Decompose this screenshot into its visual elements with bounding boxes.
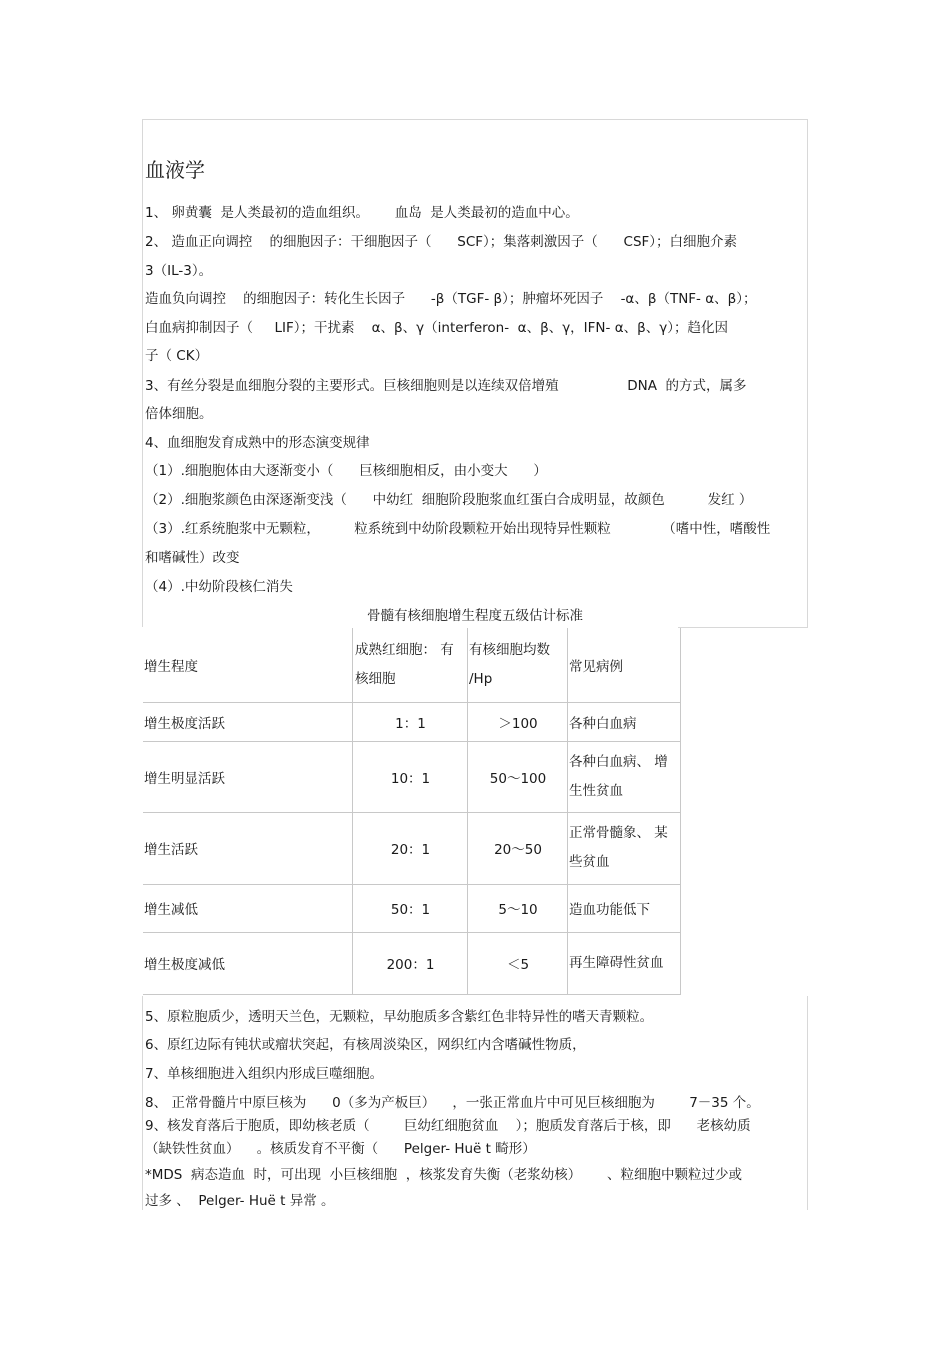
text-line: （缺铁性贫血） 。核质发育不平衡（ Pelger- Huё t 畸形）	[145, 1141, 536, 1157]
table-row	[143, 812, 681, 884]
table-row	[143, 741, 681, 812]
table-cell: ＞100	[468, 702, 568, 741]
table-cell: 200：1	[353, 932, 468, 994]
table-row	[143, 884, 681, 932]
text-line: 和嗜碱性）改变	[145, 550, 240, 566]
text-line: 5、原粒胞质少，透明天兰色，无颗粒，早幼胞质多含紫红色非特异性的嗜天青颗粒。	[145, 1009, 654, 1025]
text-line: 4、血细胞发育成熟中的形态演变规律	[145, 435, 370, 451]
text-line: （3）.红系统胞浆中无颗粒， 粒系统到中幼阶段颗粒开始出现特异性颗粒 （嗜中性，嗜酸性	[145, 521, 771, 537]
upper-frame-bottom-edge	[678, 627, 808, 628]
upper-page-frame	[142, 119, 808, 627]
text-line: 造血负向调控 的细胞因子：转化生长因子 -β（TGF- β）；肿瘤坏死因子 -α、β（TNF- α、β）；	[145, 291, 757, 307]
text-line: 9、核发育落后于胞质，即幼核老质（ 巨幼红细胞贫血 ）；胞质发育落后于核，即 老核幼质	[145, 1118, 751, 1134]
text-line: 过多 、 Pelger- Huё t 异常 。	[145, 1193, 335, 1209]
text-line: 白血病抑制因子（ LIF）；干扰素 α、β、γ（interferon- α、β、γ，IFN- α、β、γ）；趋化因	[145, 320, 728, 336]
text-line: 倍体细胞。	[145, 406, 213, 422]
table-cell: 各种白血病、 增生性贫血	[569, 753, 668, 799]
table-cell: 20：1	[353, 812, 468, 884]
table-cell: 增生减低	[143, 884, 353, 932]
header-cell: 成熟红细胞： 有核细胞	[355, 641, 454, 687]
table-caption: 骨髓有核细胞增生程度五级估计标准	[367, 608, 583, 624]
table-cell: 20～50	[468, 812, 568, 884]
text-line: *MDS 病态造血 时，可出现 小巨核细胞 ，核浆发育失衡（老浆幼核） 、粒细胞中颗粒过少或	[145, 1167, 742, 1183]
table-cell: 增生极度活跃	[143, 702, 353, 741]
table-cell: 1：1	[353, 702, 468, 741]
table-cell: ＜5	[468, 932, 568, 994]
text-line: 6、原红边际有钝状或瘤状突起，有核周淡染区，网织红内含嗜碱性物质，	[145, 1037, 586, 1053]
text-line: 1、 卵黄囊 是人类最初的造血组织。 血岛 是人类最初的造血中心。	[145, 205, 579, 221]
text-line: （2）.细胞浆颜色由深逐渐变浅（ 中幼红 细胞阶段胞浆血红蛋白合成明显，故颜色 发红 ）	[145, 492, 753, 508]
table-cell: 造血功能低下	[568, 884, 681, 932]
table-row	[143, 932, 681, 994]
table-cell: 增生活跃	[143, 812, 353, 884]
text-line: 7、单核细胞进入组织内形成巨噬细胞。	[145, 1066, 384, 1082]
text-line: 3（IL-3）。	[145, 263, 213, 279]
header-cell: 有核细胞均数 /Hp	[469, 641, 550, 687]
table-cell: 50～100	[468, 741, 568, 812]
header-cell: 增生程度	[143, 628, 353, 702]
text-line: （4）.中幼阶段核仁消失	[145, 579, 293, 595]
text-line: 2、 造血正向调控 的细胞因子：干细胞因子（ SCF）；集落刺激因子（ CSF）；白细胞介素	[145, 234, 738, 250]
text-line: 子（ CK）	[145, 348, 209, 364]
table-cell: 10：1	[353, 741, 468, 812]
header-cell: 常见病例	[568, 628, 681, 702]
table-cell: 正常骨髓象、 某些贫血	[569, 825, 668, 870]
table-cell: 各种白血病	[568, 702, 681, 741]
text-line: 8、 正常骨髓片中原巨核为 0（多为产板巨） ，一张正常血片中可见巨核细胞为 7－35 个。	[145, 1095, 760, 1111]
table-cell: 增生极度减低	[143, 932, 353, 994]
table-cell: 增生明显活跃	[143, 741, 353, 812]
proliferation-grade-table	[143, 628, 681, 995]
document-title: 血液学	[145, 158, 205, 182]
table-header-row	[143, 628, 681, 702]
table-cell: 5～10	[468, 884, 568, 932]
table-row	[143, 702, 681, 741]
table-cell: 50：1	[353, 884, 468, 932]
text-line: 3、有丝分裂是血细胞分裂的主要形式。巨核细胞则是以连续双倍增殖 DNA 的方式，属多	[145, 378, 747, 394]
text-line: （1）.细胞胞体由大逐渐变小（ 巨核细胞相反，由小变大 ）	[145, 463, 547, 479]
table-cell: 再生障碍性贫血	[569, 954, 664, 971]
